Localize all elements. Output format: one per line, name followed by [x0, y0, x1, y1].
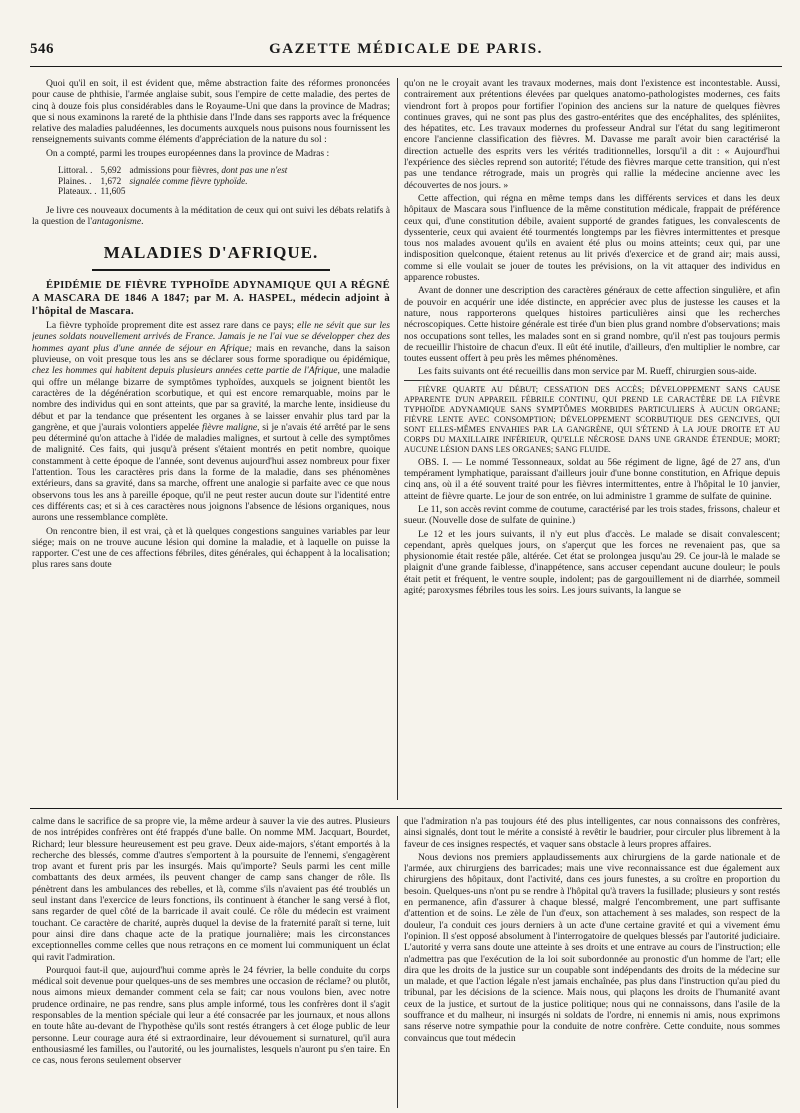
stats-note-em: dont pas une n'est — [221, 165, 288, 176]
left-column-top — [32, 78, 390, 800]
case-summary: FIÈVRE QUARTE AU DÉBUT; CESSATION DES ACCÈS; DÉVELOPPEMENT SANS CAUSE APPARENTE D'UN APPAREIL FÉBRILE CONTINU, QUI PREND LE CARACTÈRE DE LA FIÈVRE TYPHOÏDE ADYNAMIQUE SANS SYMPTÔMES MORBIDES PARTICULIERS À AUCUN ORGANE; FIÈVRE LENTE AVEC CONSOMPTION; DÉVELOPPEMENT SCORBUTIQUE DES GENCIVES, QUI SONT ELLES-MÊMES ENVAHIES PAR LA GANGRÈNE, QUI S'ÉTEND À LA JOUE DROITE ET AU CORPS DU MAXILLAIRE INFÉRIEUR, QU'ELLE NÉCROSE DANS UNE GRANDE ÉTENDUE; MORT; AUCUNE LÉSION DANS LES ORGANES; SANG FLUIDE. — [404, 380, 780, 455]
stats-place: Littoral. . — [58, 165, 93, 176]
table-row — [58, 186, 291, 197]
section-title: MALADIES D'AFRIQUE. — [103, 243, 319, 263]
stats-count: 11,605 — [100, 186, 126, 197]
paragraph: Cette affection, qui régna en même temps dans les différents services et dans les deux hôpitaux de Mascara sous l'influence de la même constitution médicale, frappait de préférence ceux qui, d'une constitution débile, avaient supporté de grandes fatigues, les convalescents de dyssenterie, ceux qui avaient été tourmentés longtemps par les fièvres intermittentes et presque tous nos malades avouent qu'ils en avaient été plus ou moins atteints; ceux qui, par une indisposition quelconque, étaient retenus au lit privés d'exercice et de grand air; mais aussi, comme si elle voulait se jouer de toutes les prévisions, on la vit attaquer des individus en apparence robustes. — [404, 192, 780, 284]
stats-place: Plaines. . — [58, 175, 92, 186]
section-rule — [92, 269, 330, 271]
right-column-bottom — [404, 816, 780, 1108]
stats-place: Plateaux. . — [58, 186, 97, 197]
paragraph — [32, 320, 390, 523]
page-number: 546 — [30, 41, 54, 57]
observation-label: OBS. I. — [418, 456, 449, 468]
text-run: La fièvre typhoïde proprement dite est assez rare dans ce pays; — [46, 320, 295, 332]
text-run: Je livre ces nouveaux documents à la méditation de ceux qui ont suivi les débats relatifs à la question de l' — [32, 204, 390, 227]
text-run: , si je n'avais été arrêté par le sens peu déterminé qu'on attache à l'idée de maladies malignes, et surtout à celle des symptômes de malignité. Ces faits, qui jusqu'à présent s'étaient montrés en petit nombre, quoique constamment à cette époque de l'année, sont devenus aujourd'hui assez nombreux pour fixer l'attention. Tous les caractères pris dans la forme de la maladie, dans ses phénomènes extérieurs, dans sa gravité, dans sa marche, offrent une analogie si parfaite avec ce que nous observons tous les ans à pareille époque, qu'il ne peut rester aucun doute sur l'identité entre ces différents cas; et si à ces caractères nous joignons l'absence de lésions organiques, nous aurons une ressemblance complète. — [32, 421, 390, 524]
observation — [404, 457, 780, 502]
paragraph: Nous devions nos premiers applaudissements aux chirurgiens de la garde nationale et de l'armée, aux chirurgiens des barricades; mais une vive reconnaissance est due également aux chirurgiens des hôpitaux, dont l'activité, dans ces jours funestes, a su croître en proportion du besoin. Quelques-uns n'ont pu se rendre à l'hôpital qu'à travers la fusillade; plusieurs y sont restés en permanence, afin d'assurer à chaque blessé, malgré l'encombrement, une part suffisante d'attention et de soins. Le zèle de l'un d'eux, son attachement à ses malades, son respect de la douleur, l'a conduit ces jours derniers à un acte d'une certaine gravité et qui a vivement ému l'opinion. Il s'est opposé absolument à l'interrogatoire de quelques blessés par l'autorité judiciaire. L'autorité y verra sans doute une atteinte à ses droits et une entrave au cours de l'instruction; elle n'admettra pas que l'exécution de la loi soit subordonnée au pronostic d'un homme de l'art; elle dira que les droits de la justice sur un coupable sont indépendants des droits de la médecine sur un malade, et que l'action légale n'est jamais enchaînée, pas plus dans l'instruction qu'au pied du tribunal, par les décisions de la science. Mais nous, qui plaçons les droits de l'humanité avant ceux de la justice, et surtout de la justice politique; nous qui ne connaissons, dans l'asile de la souffrance et du malheur, ni insurgés ni soldats de l'ordre, ni ennemis ni amis, nous exprimons sans réserve notre sympathie pour la conduite de notre confrère. Cette conduite, nous sommes convaincus que tout médecin — [404, 851, 780, 1044]
paragraph: Pourquoi faut-il que, aujourd'hui comme après le 24 février, la belle conduite du corps médical soit devenue pour quelques-uns de ses membres une occasion de réclame? ou plutôt, nous aimons mieux demander comment cela se fait; car nous voulons bien, avec notre prudence ordinaire, ne pas rendre, sans plus ample informé, tous les confrères dont il s'agit responsables de la mention spéciale qui leur a été consacrée par les journaux, et nous allons en toute hâte au-devant de l'hypothèse qu'ils sont restés étrangers à cet éloge public de leur personne. Leur courage aura été si extraordinaire, leur dévouement si surnaturel, qu'il aura enthousiasmé les familles, ou l'autorité, ou les journalistes, lesquels n'auront pu s'en taire. En ce cas, nous ferons seulement observer — [32, 964, 390, 1067]
paragraph: calme dans le sacrifice de sa propre vie, la même ardeur à sauver la vie des autres. Plusieurs de nos intrépides confrères ont été frappés d'une balle. On nomme MM. Jacquart, Bourdet, Richard; leur blessure heureusement est peu grave. Deux aide-majors, s'étant emportés à la recherche des blessés, comme d'autres s'emportent à la poursuite de l'ennemi, s'engagèrent trop avant et furent pris par les insurgés. Mais qu'importe? Seuls parmi les cent mille combattants des deux armées, ils peuvent changer de camp sans changer de rôle. Ils pénètrent dans les ambulances des rebelles, et là, comme s'ils n'avaient pas été troublés un seul instant dans l'exercice de leurs fonctions, ils continuent à étancher le sang versé à flot, sans regarder de quel côté de la barricade il avait coulé. Ce rôle du médecin est vraiment touchant. Ce caractère de charité, auprès duquel la devise de la fraternité paraît si terne, luit pour ainsi dire dans chaque acte de la pratique journalière; mais les circonstances exceptionnelles comme celles que nous retraçons en ce moment lui communiquent un éclat qui ravit l'admiration. — [32, 816, 390, 963]
horizontal-rule — [30, 808, 782, 809]
paragraph: Le 11, son accès revint comme de coutume, caractérisé par les trois stades, frissons, chaleur et sueur. (Nouvelle dose de sulfate de quinine.) — [404, 503, 780, 527]
journal-title: GAZETTE MÉDICALE DE PARIS. — [269, 41, 543, 57]
madras-stats-table — [58, 165, 291, 197]
table-row — [58, 176, 291, 187]
paragraph: On rencontre bien, il est vrai, çà et là quelques congestions sanguines variables par leur siége; mais on ne trouve aucune lésion qui domine la maladie, et à laquelle on puisse la rapporter. C'est une de ces affections fébriles, dites générales, qui échappent à la localisation; plus rares sans doute — [32, 525, 390, 571]
paragraph: que l'admiration n'a pas toujours été des plus intelligentes, car nous connaissons des confrères, ainsi signalés, dont tout le mérite a consisté à revêtir le baudrier, pour circuler plus librement à la faveur de ces insignes respectés, et vaquer sans obstacle à leurs propres affaires. — [404, 816, 780, 850]
text-run: une maladie qui offre un mélange bizarre de symptômes typhoïdes, auxquels se joignent bientôt les caractères de la dégénération scorbutique, et qui est encore remarquable, moins par le nombre des individus qui en sont atteints, que par sa gravité, la marche lente, insidieuse du début et par la tendance que présentent les organes à se laisser envahir plus tard par la gangrène, et que j'aurais volontiers appelée — [32, 365, 390, 433]
text-run: . — [141, 215, 144, 227]
paragraph — [32, 205, 390, 228]
article-title: ÉPIDÉMIE DE FIÈVRE TYPHOÏDE ADYNAMIQUE QUI A RÉGNÉ A MASCARA DE 1846 A 1847; par M. A. HASPEL, médecin adjoint à l'hôpital de Mascara. — [32, 280, 390, 318]
column-rule — [397, 78, 398, 800]
stats-note — [129, 176, 291, 187]
stats-count: 1,672 — [100, 175, 122, 186]
stats-note-em: signalée comme fièvre typhoïde. — [129, 175, 248, 186]
table-row — [58, 165, 291, 176]
page-header — [30, 41, 782, 64]
paragraph: On a compté, parmi les troupes européennes dans la province de Madras : — [46, 147, 330, 159]
text-run-em: elle ne sévit que sur les jeunes soldats nouvellement arrivés de France. Jamais je ne l'ai vue se développer chez des hommes ayant plus d'une année de séjour en Afrique; — [32, 320, 390, 354]
column-rule — [397, 816, 398, 1108]
right-column-top — [404, 78, 780, 800]
header-rule — [30, 66, 782, 67]
paragraph: Avant de donner une description des caractères généraux de cette affection singulière, et afin de pouvoir en acquérir une idée distincte, en apprécier avec plus de justesse les causes et la nature, nous rapporterons quelques histoires particulières ainsi que les recherches nécroscopiques. Cette histoire générale est tirée d'un bien plus grand nombre d'observations; mais nos occupations sont telles, les malades sont en si grand nombre, qu'il n'est pas toujours permis de recueillir l'histoire de chacun d'eux. Il eût été inutile, d'ailleurs, d'en multiplier le nombre, car toutes eussent offert à peu près les mêmes phénomènes. — [404, 285, 780, 365]
paragraph: Quoi qu'il en soit, il est évident que, même abstraction faite des réformes prononcées pour cause de phthisie, l'armée anglaise subit, sous l'empire de cette maladie, des pertes de cinq à douze fois plus considérables dans le Royaume-Uni que dans la province de Madras; que si nous examinons la rareté de la phthisie dans l'Inde dans ses rapports avec la fréquence relative des maladies paludéennes, les documents auxquels nous puisons nous fournissent les renseignements suivants comme éléments d'appréciation de la nature du sol : — [32, 78, 390, 146]
stats-note-text: admissions pour fièvres, — [129, 165, 220, 176]
left-column-bottom — [32, 816, 390, 1108]
text-run-em: antagonisme — [92, 215, 142, 227]
paragraph: Le 12 et les jours suivants, il n'y eut plus d'accès. Le malade se disait convalescent; cependant, après quelques jours, on s'aperçut que les forces ne revenaient pas, que sa physionomie était restée pâle, altérée. Cet état se prolongea jusqu'au 29. Ce jour-là le malade se plaignit d'une grande faiblesse, d'inappétence, sans accuser cependant aucune douleur; le pouls était petit et fréquent, le ventre souple, indolent; pas de gargouillement ni de diarrhée, sommeil agité; paroxysmes fébriles tous les soirs. Les jours suivants, la langue se — [404, 528, 780, 596]
paragraph: qu'on ne le croyait avant les travaux modernes, mais dont l'existence est incontestable. Aussi, contrairement aux prétentions élevées par quelques anatomo-pathologistes modernes, ces faits viendront fort à propos pour fortifier l'opinion des anciens sur la nature de quelques fièvres continues graves, qui ne sont pas plus des gastro-entérites que des encéphalites, des spléniites, des hépatites, etc. Les travaux modernes du professeur Andral sur l'état du sang legitimeront encore l'ancienne classification des fièvres. M. Davasse me paraît avoir bien caractérisé la direction actuelle des esprits vers les vérités traditionnelles, lorsqu'il a dit : « Aujourd'hui l'expérience des siècles reprend son autorité; l'étude des fièvres marque cette transition, qui n'est pas une tendance rétrograde, mais un progrès qui rallie la médecine ancienne avec les découvertes de nos jours. » — [404, 78, 780, 191]
observation-text: — Le nommé Tessonneaux, soldat au 56e régiment de ligne, âgé de 27 ans, d'un tempérament lymphatique, paraissant d'ailleurs jouir d'une bonne constitution, en Afrique depuis cinq ans, où il a été souvent traité pour les fièvres intermittentes, entre à l'hôpital le 10 janvier, atteint de fièvre quarte. Le jour de son entrée, on lui administre 1 gramme de sulfate de quinine. — [404, 456, 780, 502]
text-run-em: chez les hommes qui habitent depuis plusieurs années cette partie de l'Afrique, — [32, 365, 340, 377]
paragraph: Les faits suivants ont été recueillis dans mon service par M. Rueff, chirurgien sous-aide. — [418, 366, 757, 378]
text-run-em: fièvre maligne — [201, 421, 258, 433]
text-run: mais en revanche, dans la saison pluvieuse, on voit presque tous les ans se déclarer sous forme sporadique ou épidémique, — [32, 342, 390, 366]
stats-note — [129, 186, 291, 197]
stats-count: 5,692 — [100, 165, 122, 176]
stats-note — [129, 165, 291, 176]
